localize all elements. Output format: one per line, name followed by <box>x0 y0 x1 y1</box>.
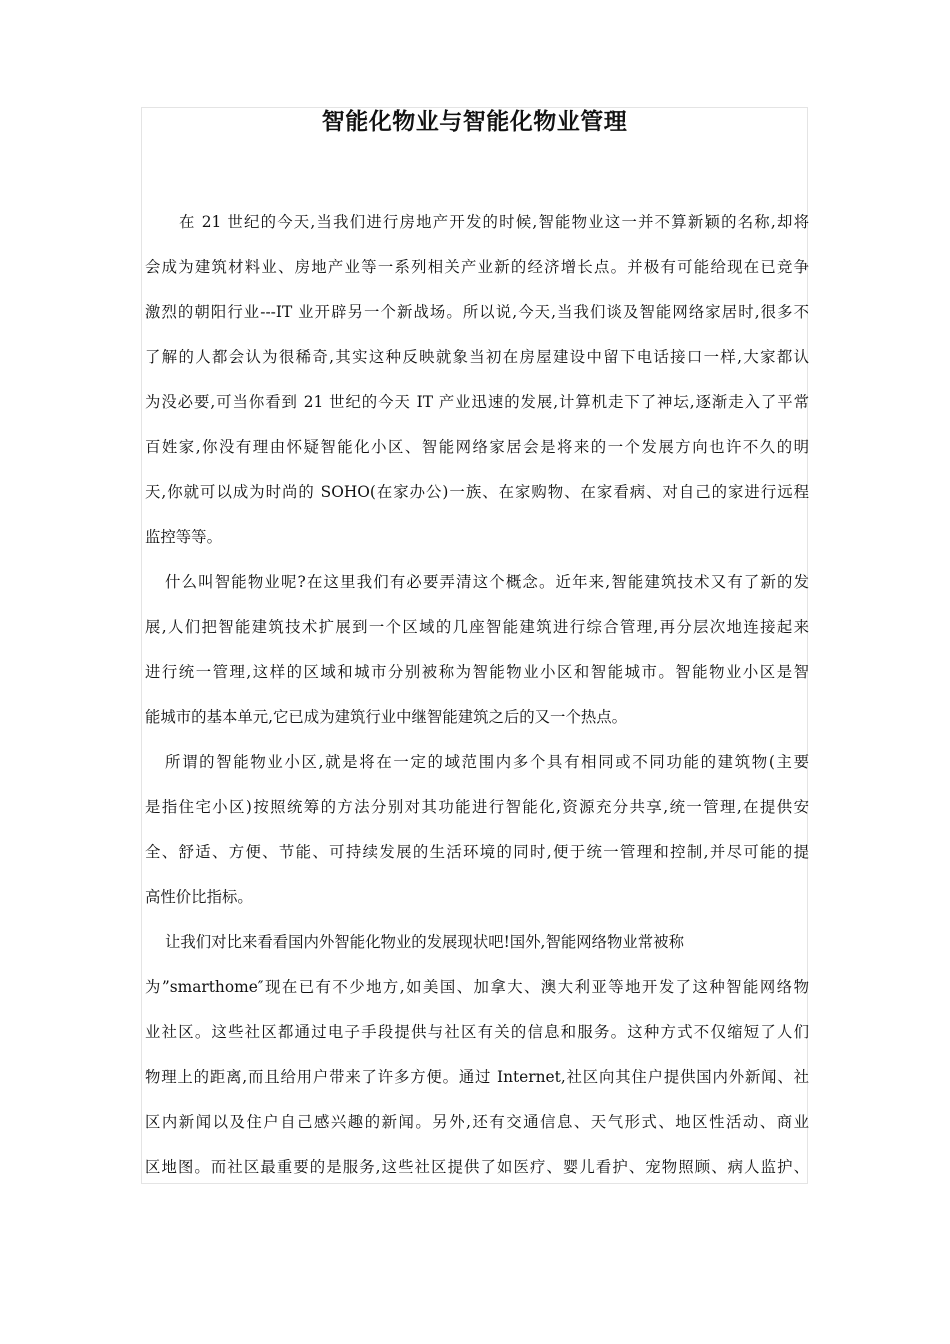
text-line: 激烈的朝阳行业---IT 业开辟另一个新战场。所以说,今天,当我们谈及智能网络家居时,很多不 <box>145 303 809 321</box>
text-line: 天,你就可以成为时尚的 SOHO(在家办公)一族、在家购物、在家看病、对自己的家进行远程 <box>145 483 809 501</box>
text-line: 能城市的基本单元,它已成为建筑行业中继智能建筑之后的又一个热点。 <box>145 708 628 726</box>
text-line: 会成为建筑材料业、房地产业等一系列相关产业新的经济增长点。并极有可能给现在已竞争 <box>145 258 809 276</box>
text-line: 全、舒适、方便、节能、可持续发展的生活环境的同时,便于统一管理和控制,并尽可能的提 <box>145 843 809 861</box>
document-body <box>145 200 809 1190</box>
text-line: 所谓的智能物业小区,就是将在一定的域范围内多个具有相同或不同功能的建筑物(主要 <box>165 753 809 771</box>
text-line: 业社区。这些社区都通过电子手段提供与社区有关的信息和服务。这种方式不仅缩短了人们 <box>145 1023 809 1041</box>
text-line: 让我们对比来看看国内外智能化物业的发展现状吧!国外,智能网络物业常被称 <box>165 933 684 951</box>
text-line: 什么叫智能物业呢?在这里我们有必要弄清这个概念。近年来,智能建筑技术又有了新的发 <box>165 573 809 591</box>
text-line: 了解的人都会认为很稀奇,其实这种反映就象当初在房屋建设中留下电话接口一样,大家都认 <box>145 348 809 366</box>
text-line: 展,人们把智能建筑技术扩展到一个区域的几座智能建筑进行综合管理,再分层次地连接起来 <box>145 618 809 636</box>
text-line: 物理上的距离,而且给用户带来了许多方便。通过 Internet,社区向其住户提供国内外新闻、社 <box>145 1068 809 1086</box>
document-title: 智能化物业与智能化物业管理 <box>321 108 628 135</box>
text-line: 区内新闻以及住户自己感兴趣的新闻。另外,还有交通信息、天气形式、地区性活动、商业 <box>145 1113 809 1131</box>
text-line: 在 21 世纪的今天,当我们进行房地产开发的时候,智能物业这一并不算新颖的名称,却将 <box>179 213 809 231</box>
text-line: 是指住宅小区)按照统筹的方法分别对其功能进行智能化,资源充分共享,统一管理,在提供安 <box>145 798 809 816</box>
text-line: 高性价比指标。 <box>145 888 253 906</box>
text-line: 为”smarthome″现在已有不少地方,如美国、加拿大、澳大利亚等地开发了这种智能网络物 <box>145 978 809 996</box>
text-line: 进行统一管理,这样的区域和城市分别被称为智能物业小区和智能城市。智能物业小区是智 <box>145 663 809 681</box>
text-line: 为没必要,可当你看到 21 世纪的今天 IT 产业迅速的发展,计算机走下了神坛,逐渐走入了平常 <box>145 393 809 411</box>
text-line: 监控等等。 <box>145 528 222 546</box>
text-line: 区地图。而社区最重要的是服务,这些社区提供了如医疗、婴儿看护、宠物照顾、病人监护、 <box>145 1158 809 1176</box>
text-line: 百姓家,你没有理由怀疑智能化小区、智能网络家居会是将来的一个发展方向也许不久的明 <box>145 438 809 456</box>
